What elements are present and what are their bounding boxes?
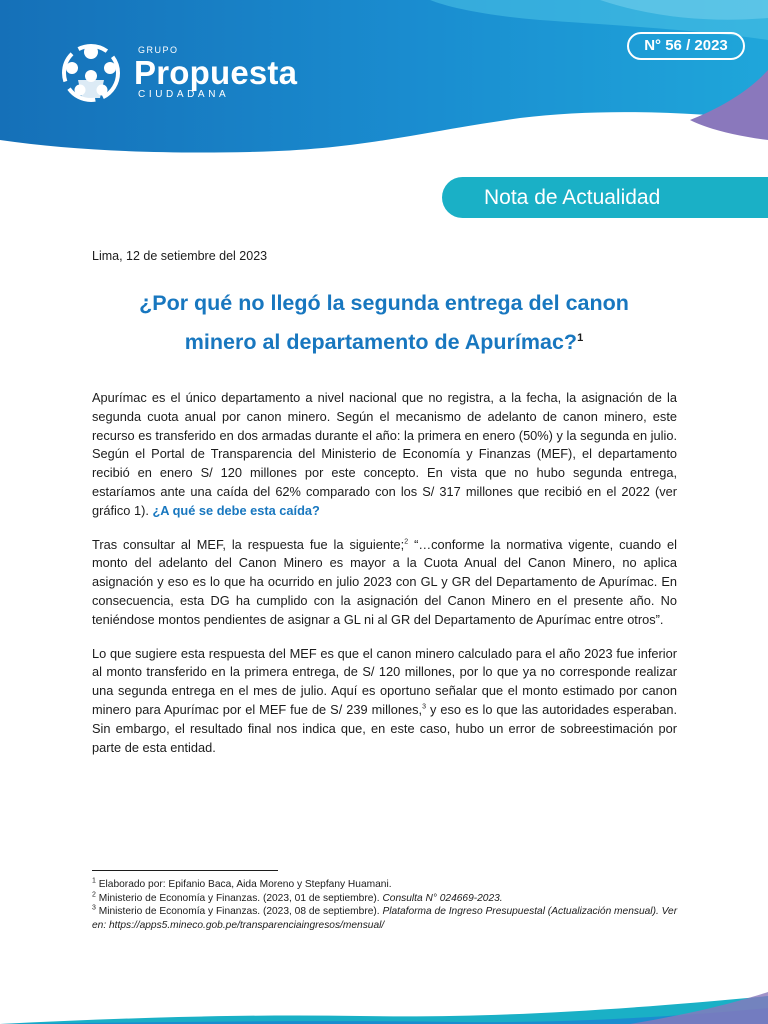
footnote-citation: Plataforma de Ingreso Presupuestal (Actualización mensual). Ver en: https://apps5.mineco.gob.pe/transparenciaingresos/mensual/ xyxy=(92,906,678,931)
question-highlight: ¿A qué se debe esta caída? xyxy=(152,502,320,518)
title-footnote-ref: 1 xyxy=(577,331,584,344)
footnote-number: 2 xyxy=(92,891,96,899)
footnote-text: Ministerio de Economía y Finanzas. (2023, 01 de septiembre). xyxy=(98,892,383,904)
footnote-number: 3 xyxy=(92,904,96,912)
people-circle-logo-icon xyxy=(56,40,126,106)
paragraph-1 xyxy=(92,389,677,521)
footnote-2 xyxy=(92,892,682,906)
paragraph-3-text-before: Lo que sugiere esta respuesta del MEF es que el canon minero calculado para el año 2023 fue inferior al monto transferido en la primera entrega, de S/ 120 millones, por lo que ya no corresponde realizar una segunda entrega en el mes de julio. Aquí es oportuno señalar que el monto estimado por canon minero para Apurímac por el MEF fue de S/ 239 millones, xyxy=(92,645,677,717)
paragraph-3 xyxy=(92,645,677,758)
title-line-2: minero al departamento de Apurímac? xyxy=(184,330,578,354)
paragraph-1-text: Apurímac es el único departamento a nivel nacional que no registra, a la fecha, la asignación de la segunda cuota anual por canon minero. Según el mecanismo de adelanto de canon minero, este recurso es transferido en dos armadas durante el año: la primera en enero (50%) y la segunda en julio. Según el Portal de Transparencia del Ministerio de Economía y Finanzas (MEF), el departamento recibió en enero S/ 120 millones por este concepto. En vista que no hubo segunda entrega, estaríamos ante una caída del 62% comparado con los S/ 317 millones que recibió en el 2022 (ver gráfico 1). xyxy=(92,390,677,518)
paragraph-3-text-after: y eso es lo que las autoridades esperaban. Sin embargo, el resultado final nos indica que, en este caso, hubo un error de sobreestimación por parte de esta entidad. xyxy=(92,701,678,755)
footnote-1 xyxy=(92,878,682,892)
dateline: Lima, 12 de setiembre del 2023 xyxy=(92,249,268,263)
footnote-ref-2: 2 xyxy=(404,538,409,546)
footnote-citation: Consulta N° 024669-2023. xyxy=(382,892,503,904)
issue-number-badge: N° 56 / 2023 xyxy=(627,32,745,60)
footnote-number: 1 xyxy=(92,877,96,885)
logo-grupo-text: GRUPO xyxy=(138,45,179,55)
document-body xyxy=(92,389,677,772)
footnote-divider xyxy=(92,870,278,871)
footer-background-waves xyxy=(0,990,768,1024)
footnote-ref-3: 3 xyxy=(422,703,426,711)
paragraph-2-quote: “…conforme la normativa vigente, cuando el monto del adelanto del Canon Minero es mayor a la Cuota Anual del Canon Minero, no aplica asignación y eso es lo que ha ocurrido en julio 2023 con GL y GR del Departamento de Apurímac. En consecuencia, esta DG ha cumplido con la asignación del Canon Minero en el presente año. No teniéndose montos pendientes de asignar a GL ni al GR del Departamento de Apurímac entre otros”. xyxy=(92,536,677,627)
footnote-3 xyxy=(92,905,682,932)
logo-ciudadana-text: CIUDADANA xyxy=(138,89,230,100)
paragraph-2 xyxy=(92,536,677,630)
section-label-banner: Nota de Actualidad xyxy=(442,177,768,218)
document-title xyxy=(92,284,676,362)
logo-propuesta-text: Propuesta xyxy=(134,54,298,91)
title-line-1: ¿Por qué no llegó la segunda entrega del canon xyxy=(139,291,629,315)
organization-logo xyxy=(56,40,297,106)
footnote-text: Elaborado por: Epifanio Baca, Aida Moreno y Stepfany Huamani. xyxy=(98,879,392,890)
footnote-text: Ministerio de Economía y Finanzas. (2023, 08 de septiembre). xyxy=(98,906,383,918)
footnotes xyxy=(92,878,682,932)
paragraph-2-lead: Tras consultar al MEF, la respuesta fue la siguiente; xyxy=(92,536,405,552)
